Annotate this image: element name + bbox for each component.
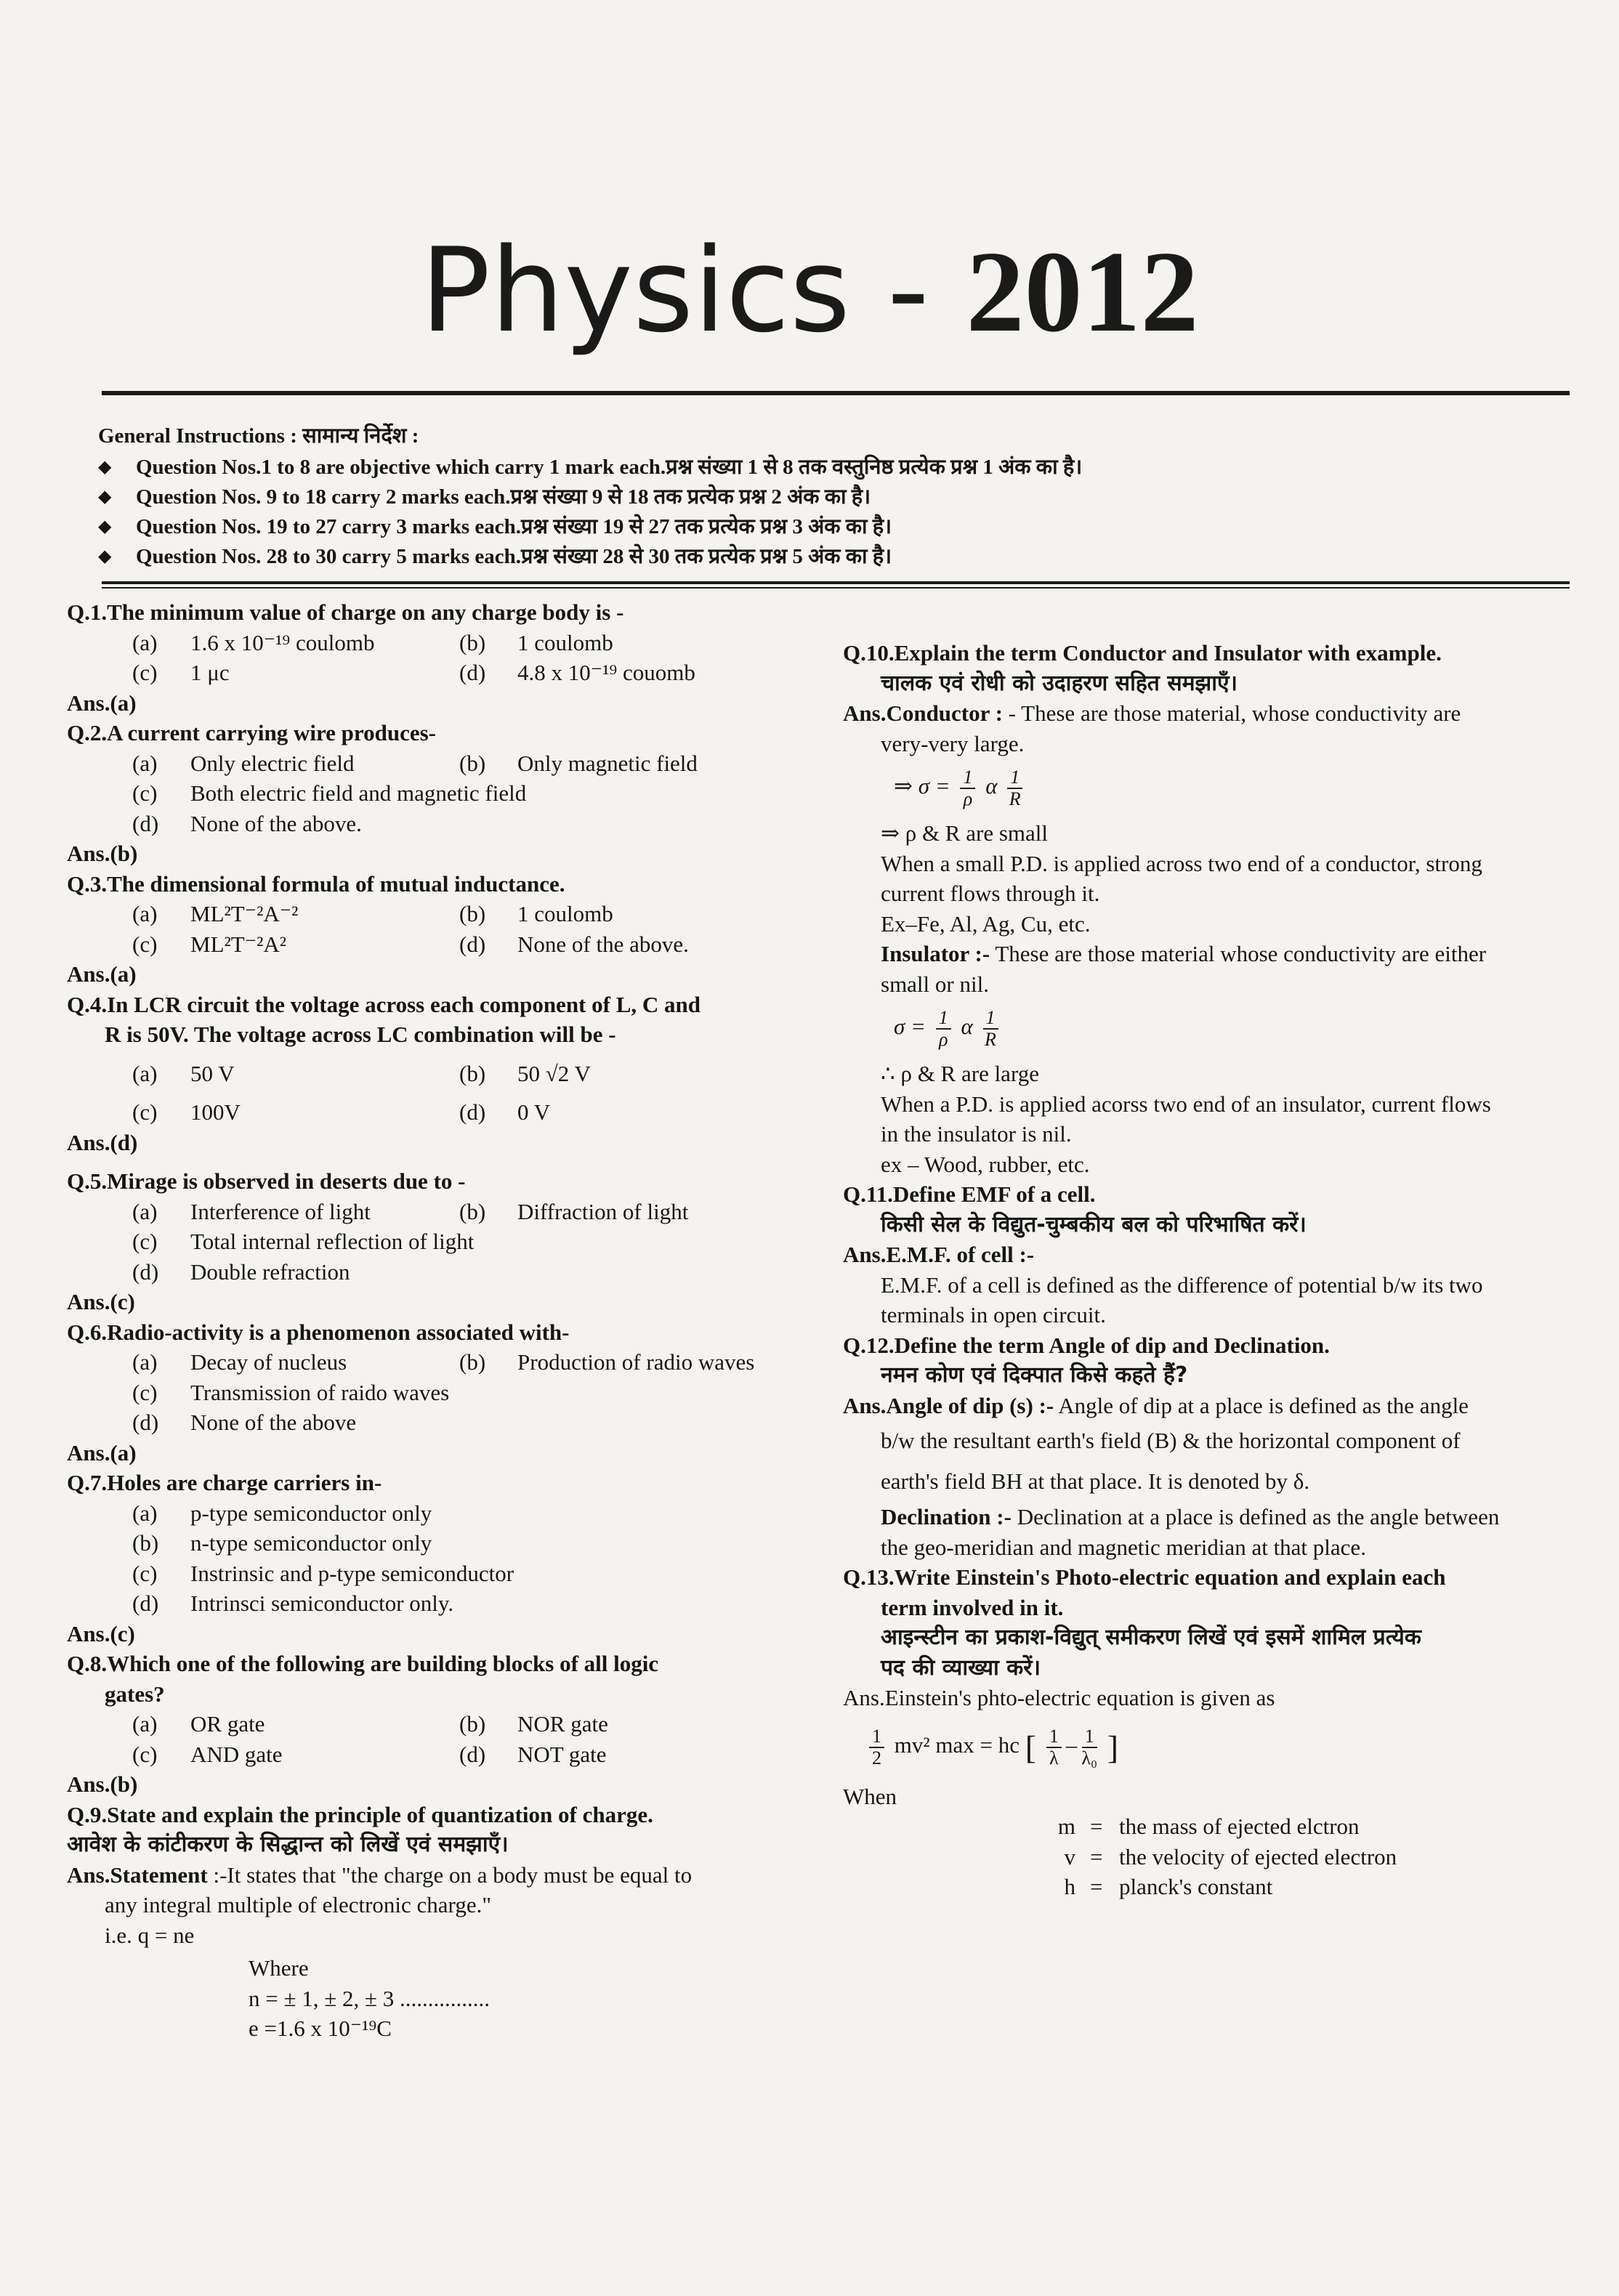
- question-4: Q.4.In LCR circuit the voltage across each component of L, C and R is 50V. The voltage across LC combination will be - (a) 50 V (b) 50 √2 V (c) 100V (d) 0 V Ans.(d): [67, 990, 801, 1158]
- question-11: Q.11.Define EMF of a cell. किसी सेल के विद्युत-चुम्बकीय बल को परिभाषित करें। Ans.E.M.F. of cell :- E.M.F. of a cell is defined as the difference of potential b/w its two terminals in open circuit.: [843, 1181, 1483, 1327]
- section-rule-thin: [102, 587, 1570, 589]
- instruction-item: ◆ Question Nos. 28 to 30 carry 5 marks each.प्रश्न संख्या 28 से 30 तक प्रत्येक प्रश्न 5 अंक का है।: [98, 542, 1573, 572]
- left-column: [67, 597, 801, 2044]
- conductivity-formula: ⇒ σ = $\frac{1}{\rho}$ α $\frac{1}{R}$: [843, 767, 1562, 809]
- question-8: Q.8.Which one of the following are building blocks of all logic gates? (a) OR gate (b) NOR gate (c) AND gate (d) NOT gate Ans.(b): [67, 1649, 801, 1800]
- instruction-item: ◆ Question Nos.1 to 8 are objective which carry 1 mark each.प्रश्न संख्या 1 से 8 तक वस्तुनिष्ठ प्रत्येक प्रश्न 1 अंक का है।: [98, 453, 1573, 482]
- question-10: Q.10.Explain the term Conductor and Insulator with example. चालक एवं रोधी को उदाहरण सहित समझाएँ। Ans.Conductor : - These are those material, whose conductivity are very-very large. ⇒ σ = $\frac{1}{\rho}$ α $\frac{1}{R}$ ⇒ ρ & R are small When a small P.D. is applied across two end of a conductor, strong current flows through it. Ex–Fe, Al, Ag, Cu, etc. Insulator :- These are those material whose conductivity are either small or nil. σ = $\frac{1}{\rho}$ α $\frac{1}{R}$ ∴ ρ & R are large When a P.D. is applied acorss two end of an insulator, current flows in the insulator is nil. ex – Wood, rubber, etc.: [843, 638, 1562, 1179]
- answer: Ans.(a): [67, 690, 137, 716]
- right-column: [843, 638, 1562, 1902]
- bullet-icon: ◆: [98, 547, 112, 566]
- instruction-item: ◆ Question Nos. 9 to 18 carry 2 marks each.प्रश्न संख्या 9 से 18 तक प्रत्येक प्रश्न 2 अंक का है।: [98, 482, 1573, 512]
- question-5: Q.5.Mirage is observed in deserts due to - (a) Interference of light (b) Diffraction of light (c) Total internal reflection of light (d) Double refraction Ans.(c): [67, 1157, 801, 1317]
- question-13: Q.13.Write Einstein's Photo-electric equation and explain each term involved in it. आइन्स्टीन का प्रकाश-विद्युत् समीकरण लिखें एवं इसमें शामिल प्रत्येक पद की व्याख्या करें। Ans.Einstein's phto-electric equation is given as $\frac{1}{2}$ mv² max = hc [ $\frac{1}{\lambda}$ – $\frac{1}{\text{λ₀}}$ ] When m = the mass of ejected elctron v = the velocity of ejected electron h = planck's constant: [843, 1562, 1562, 1902]
- answer: Ans.(b): [67, 1771, 138, 1797]
- bullet-icon: ◆: [98, 517, 112, 536]
- answer: Ans.(c): [67, 1289, 135, 1314]
- instructions-heading: General Instructions : सामान्य निर्देश :: [98, 424, 419, 448]
- question-1: Q.1.The minimum value of charge on any charge body is - (a) 1.6 x 10⁻¹⁹ coulomb (b) 1 coulomb (c) 1 μc (d) 4.8 x 10⁻¹⁹ couomb Ans.(a): [67, 597, 801, 718]
- question-6: Q.6.Radio-activity is a phenomenon associated with- (a) Decay of nucleus (b) Production of radio waves (c) Transmission of raido waves (d) None of the above Ans.(a): [67, 1317, 801, 1468]
- question-2: Q.2.A current carrying wire produces- (a) Only electric field (b) Only magnetic field (c) Both electric field and magnetic field (d) None of the above. Ans.(b): [67, 718, 801, 869]
- definition-row: h = planck's constant: [1064, 1874, 1273, 1899]
- instruction-item: ◆ Question Nos. 19 to 27 carry 3 marks each.प्रश्न संख्या 19 से 27 तक प्रत्येक प्रश्न 3 अंक का है।: [98, 512, 1573, 542]
- answer: Ans.(c): [67, 1620, 135, 1646]
- general-instructions: [98, 421, 1573, 572]
- section-rule: [102, 581, 1570, 584]
- insulator-formula: σ = $\frac{1}{\rho}$ α $\frac{1}{R}$: [843, 1008, 1562, 1050]
- title-rule: [102, 391, 1570, 395]
- question-7: Q.7.Holes are charge carriers in- (a) p-type semiconductor only (b) n-type semiconductor only (c) Instrinsic and p-type semiconductor (d) Intrinsci semiconductor only. Ans.(c): [67, 1468, 801, 1649]
- photoelectric-equation: $\frac{1}{2}$ mv² max = hc [ $\frac{1}{\lambda}$ – $\frac{1}{\text{λ₀}}$ ]: [843, 1726, 1562, 1769]
- question-3: Q.3.The dimensional formula of mutual inductance. (a) ML²T⁻²A⁻² (b) 1 coulomb (c) ML²T⁻²A² (d) None of the above. Ans.(a): [67, 869, 801, 990]
- page-title: Physics - 2012: [420, 222, 1199, 358]
- bullet-icon: ◆: [98, 458, 112, 477]
- definition-row: m = the mass of ejected elctron: [1057, 1814, 1360, 1839]
- answer: Ans.(a): [67, 961, 137, 987]
- definition-row: v = the velocity of ejected electron: [1064, 1843, 1397, 1869]
- bullet-icon: ◆: [98, 488, 112, 506]
- question-12: Q.12.Define the term Angle of dip and Declination. नमन कोण एवं दिक्पात किसे कहते हैं? Ans.Angle of dip (s) :- Angle of dip at a place is defined as the angle b/w the resultant earth's field (B) & the horizontal component of earth's field BH at that place. It is denoted by δ. Declination :- Declination at a place is defined as the angle between the geo-meridian and magnetic meridian at that place.: [843, 1332, 1500, 1560]
- answer: Ans.(b): [67, 841, 138, 866]
- question-9: Q.9.State and explain the principle of quantization of charge. आवेश के कांटीकरण के सिद्धान्त को लिखें एवं समझाएँ। Ans.Statement :-It states that "the charge on a body must be equal to any integral multiple of electronic charge." i.e. q = ne Where n = ± 1, ± 2, ± 3 ................ e =1.6 x 10⁻¹⁹C: [67, 1801, 693, 2041]
- answer: Ans.(d): [67, 1129, 138, 1155]
- answer: Ans.(a): [67, 1439, 137, 1466]
